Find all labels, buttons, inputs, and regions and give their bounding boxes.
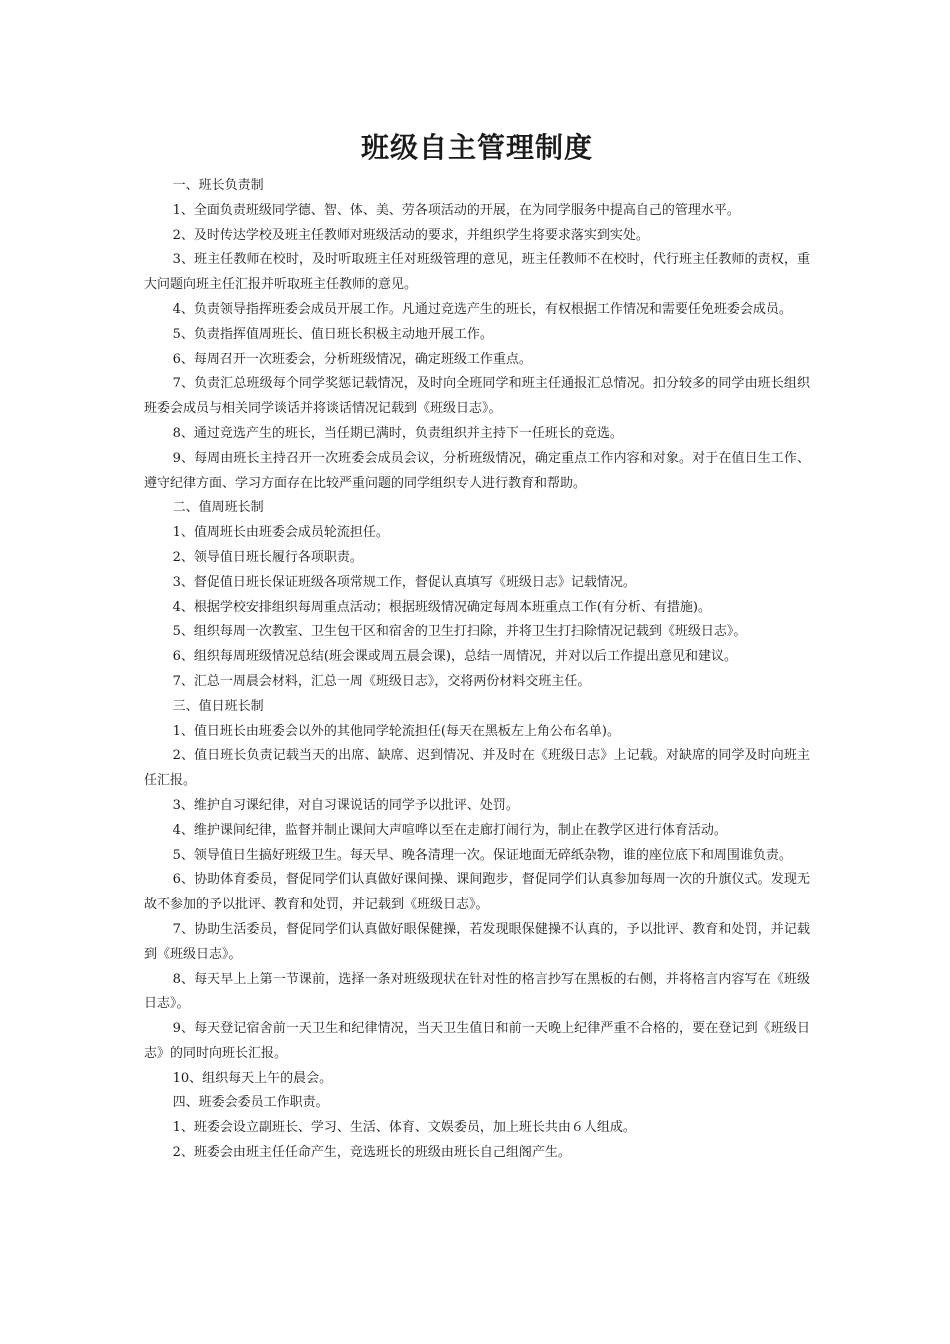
list-item: 8、通过竞选产生的班长，当任期已满时，负责组织并主持下一任班长的竞选。	[172, 425, 623, 441]
list-item: 7、汇总一周晨会材料，汇总一周《班级日志》，交将两份材料交班主任。	[172, 673, 591, 689]
list-item: 5、负责指挥值周班长、值日班长积极主动地开展工作。	[172, 326, 493, 342]
list-item: 8、每天早上上第一节课前，选择一条对班级现状在针对性的格言抄写在黑板的右侧，并将格言内容写在《班级日志》。	[144, 971, 810, 1012]
list-item: 10、组织每天上午的晨会。	[172, 1070, 333, 1086]
list-item: 9、每周由班长主持召开一次班委会成员会议，分析班级情况，确定重点工作内容和对象。对于在值日生工作、遵守纪律方面、学习方面存在比较严重问题的同学组织专人进行教育和帮助。	[144, 450, 810, 491]
list-item: 5、组织每周一次教室、卫生包干区和宿舍的卫生打扫除，并将卫生打扫除情况记载到《班级日志》。	[172, 624, 747, 640]
section-heading: 一、班长负责制	[172, 178, 264, 193]
list-item: 6、协助体育委员，督促同学们认真做好课间操、课间跑步，督促同学们认真参加每周一次的升旗仪式。发现无故不参加的予以批评、教育和处罚，并记载到《班级日志》。	[144, 872, 810, 913]
list-item: 7、负责汇总班级每个同学奖惩记载情况，及时向全班同学和班主任通报汇总情况。扣分较多的同学由班长组织班委会成员与相关同学谈话并将谈话情况记载到《班级日志》。	[144, 376, 810, 417]
list-item: 3、督促值日班长保证班级各项常规工作，督促认真填写《班级日志》记载情况。	[172, 574, 636, 590]
list-item: 1、全面负责班级同学德、智、体、美、劳各项活动的开展，在为同学服务中提高自己的管理水平。	[172, 202, 740, 218]
section-heading: 四、班委会委员工作职责。	[172, 1095, 329, 1111]
list-item: 6、组织每周班级情况总结(班会课或周五晨会课)，总结一周情况，并对以后工作提出意见和建议。	[172, 649, 738, 665]
section-heading: 三、值日班长制	[172, 698, 264, 714]
list-item: 4、根据学校安排组织每周重点活动；根据班级情况确定每周本班重点工作(有分析、有措施)。	[172, 599, 712, 615]
list-item: 2、领导值日班长履行各项职责。	[172, 549, 363, 565]
list-item: 4、负责领导指挥班委会成员开展工作。凡通过竞选产生的班长，有权根据工作情况和需要任免班委会成员。	[172, 301, 792, 317]
list-item: 6、每周召开一次班委会，分析班级情况，确定班级工作重点。	[172, 351, 532, 367]
list-item: 5、领导值日生搞好班级卫生。每天早、晚各清理一次。保证地面无碎纸杂物，谁的座位底下和周围谁负责。	[172, 847, 792, 863]
document-title: 班级自主管理制度	[360, 131, 593, 164]
list-item: 2、及时传达学校及班主任教师对班级活动的要求，并组织学生将要求落实到实处。	[172, 227, 649, 243]
list-item: 7、协助生活委员，督促同学们认真做好眼保健操，若发现眼保健操不认真的，予以批评、教育和处罚，并记载到《班级日志》。	[144, 921, 810, 962]
document-body	[144, 174, 810, 1166]
list-item: 1、班委会设立副班长、学习、生活、体育、文娱委员，加上班长共由６人组成。	[172, 1120, 636, 1136]
list-item: 2、值日班长负责记载当天的出席、缺席、迟到情况、并及时在《班级日志》上记载。对缺席的同学及时向班主任汇报。	[144, 748, 810, 789]
document-page	[144, 128, 810, 1166]
list-item: 9、每天登记宿舍前一天卫生和纪律情况，当天卫生值日和前一天晚上纪律严重不合格的，要在登记到《班级日志》的同时向班长汇报。	[144, 1021, 810, 1061]
list-item: 3、维护自习课纪律，对自习课说话的同学予以批评、处罚。	[172, 797, 519, 813]
list-item: 1、值日班长由班委会以外的其他同学轮流担任(每天在黑板左上角公布名单)。	[172, 723, 621, 739]
list-item: 2、班委会由班主任任命产生，竞选班长的班级由班长自己组阁产生。	[172, 1145, 571, 1161]
list-item: 1、值周班长由班委会成员轮流担任。	[172, 525, 389, 541]
list-item: 3、班主任教师在校时，及时听取班主任对班级管理的意见，班主任教师不在校时，代行班主任教师的责权，重大问题向班主任汇报并听取班主任教师的意见。	[144, 252, 810, 293]
section-heading: 二、值周班长制	[172, 500, 264, 516]
list-item: 4、维护课间纪律，监督并制止课间大声喧哗以至在走廊打闹行为，制止在教学区进行体育活动。	[172, 822, 727, 838]
